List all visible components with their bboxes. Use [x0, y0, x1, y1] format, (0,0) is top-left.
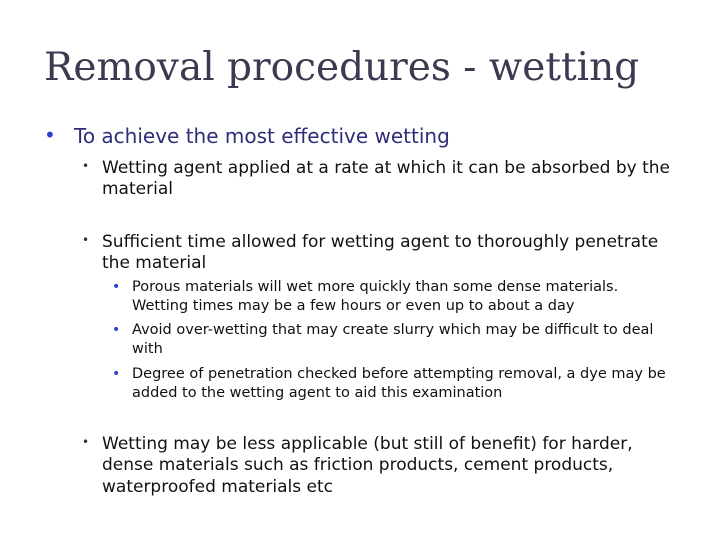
bullet-level2-text: Sufficient time allowed for wetting agent to thoroughly penetrate the material [102, 232, 659, 274]
bullet-level1-text: To achieve the most effective wetting [74, 124, 450, 148]
bullet-level2-text: Wetting may be less applicable (but still of benefit) for harder, dense materials such as friction products, cement products, waterproofed materials etc [102, 434, 633, 497]
bullet-level3-text: Avoid over-wetting that may create slurry which may be difficult to deal with [132, 322, 654, 357]
bullet-dot-icon: • [82, 435, 90, 449]
bullet-dot-icon: • [112, 322, 121, 338]
slide-title: Removal procedures - wetting [44, 45, 640, 90]
bullet-dot-icon: • [82, 233, 90, 247]
bullet-level2-text: Wetting agent applied at a rate at which it can be absorbed by the material [102, 158, 671, 200]
bullet-dot-icon: • [112, 279, 121, 295]
bullet-dot-icon: • [112, 366, 121, 382]
bullet-dot-icon: • [82, 159, 90, 173]
bullet-level3-text: Porous materials will wet more quickly than some dense materials. Wetting times may be a few hours or even up to about a day [132, 279, 619, 314]
bullet-level3-text: Degree of penetration checked before attempting removal, a dye may be added to the wetting agent to aid this examination [132, 366, 666, 401]
bullet-dot-icon: • [44, 123, 56, 147]
